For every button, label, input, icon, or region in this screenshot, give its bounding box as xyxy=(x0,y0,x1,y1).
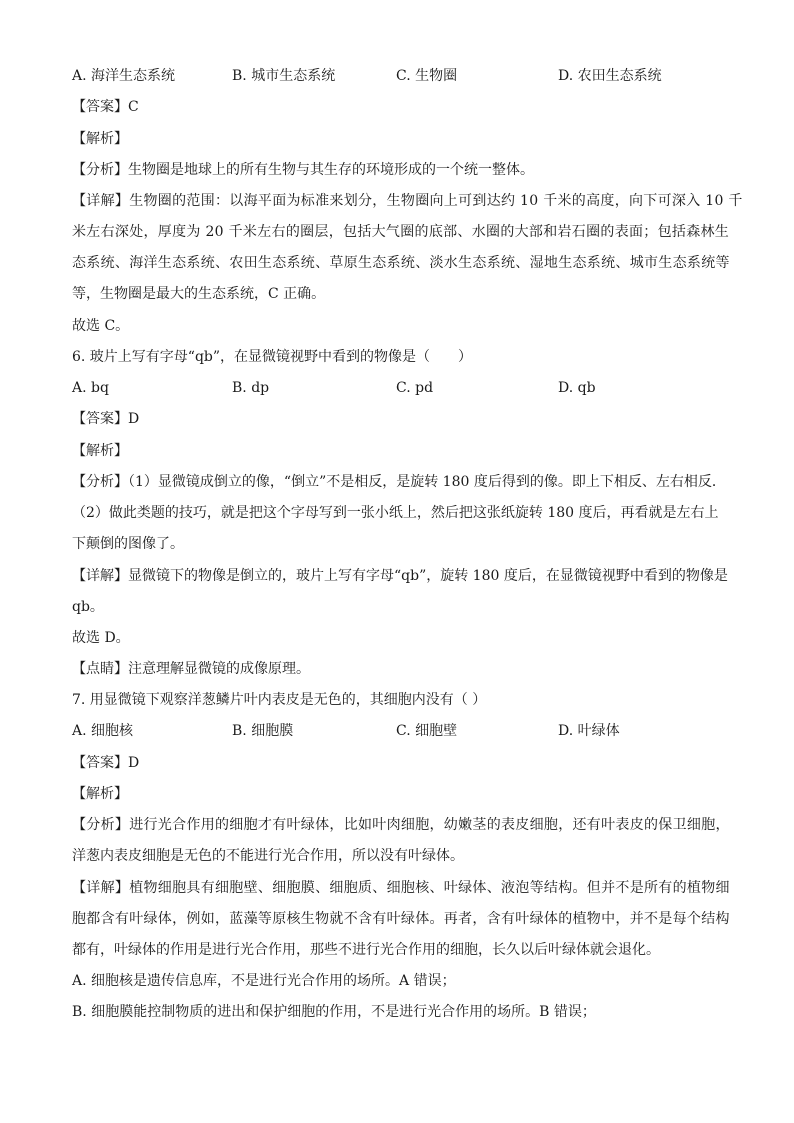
q6-question: 6. 玻片上写有字母“qb”，在显微镜视野中看到的物像是（ ） xyxy=(72,349,473,365)
q6-option-a: A. bq xyxy=(72,380,109,396)
q6-analysis-header: 【解析】 xyxy=(72,443,128,459)
q6-answer: 【答案】D xyxy=(72,411,140,427)
q6-conclusion: 故选 D。 xyxy=(72,630,130,646)
q7-options xyxy=(72,721,732,741)
q5-fenxi: 【分析】生物圈是地球上的所有生物与其生存的环境形成的一个统一整体。 xyxy=(72,162,534,178)
q6-xiangjie-line-1: 【详解】显微镜下的物像是倒立的，玻片上写有字母“qb”，旋转 180 度后，在显微镜视野中看到的物像是 xyxy=(72,568,728,584)
q6-fenxi-line-2: （2）做此类题的技巧，就是把这个字母写到一张小纸上，然后把这张纸旋转 180 度后，再看就是左右上 xyxy=(72,505,719,521)
q7-option-d: D. 叶绿体 xyxy=(558,723,620,739)
q5-option-d: D. 农田生态系统 xyxy=(558,68,662,84)
q5-options xyxy=(72,66,732,86)
q6-option-b: B. dp xyxy=(232,380,270,396)
q7-item-b: B. 细胞膜能控制物质的进出和保护细胞的作用，不是进行光合作用的场所。B 错误； xyxy=(72,1004,596,1020)
q5-answer: 【答案】C xyxy=(72,99,139,115)
q7-question: 7. 用显微镜下观察洋葱鳞片叶内表皮是无色的，其细胞内没有（ ） xyxy=(72,692,487,708)
q7-answer: 【答案】D xyxy=(72,755,140,771)
q6-options xyxy=(72,378,732,398)
q6-fenxi-line-3: 下颠倒的图像了。 xyxy=(72,536,184,552)
q7-xiangjie-line-1: 【详解】植物细胞具有细胞壁、细胞膜、细胞质、细胞核、叶绿体、液泡等结构。但并不是所有的植物细 xyxy=(72,880,730,896)
q7-option-c: C. 细胞壁 xyxy=(396,723,458,739)
q6-option-c: C. pd xyxy=(396,380,434,396)
q7-analysis-header: 【解析】 xyxy=(72,786,128,802)
q6-option-d: D. qb xyxy=(558,380,596,396)
q5-option-b: B. 城市生态系统 xyxy=(232,68,336,84)
q5-xiangjie-line-2: 米左右深处，厚度为 20 千米左右的圈层，包括大气圈的底部、水圈的大部和岩石圈的表面；包括森林生 xyxy=(72,224,730,240)
q6-dianjing: 【点睛】注意理解显微镜的成像原理。 xyxy=(72,661,310,677)
q7-xiangjie-line-3: 都有，叶绿体的作用是进行光合作用，那些不进行光合作用的细胞，长久以后叶绿体就会退化。 xyxy=(72,942,660,958)
q7-xiangjie-line-2: 胞都含有叶绿体，例如，蓝藻等原核生物就不含有叶绿体。再者，含有叶绿体的植物中，并不是每个结构 xyxy=(72,911,730,927)
q5-xiangjie-line-1: 【详解】生物圈的范围：以海平面为标准来划分，生物圈向上可到达约 10 千米的高度，向下可深入 10 千 xyxy=(72,193,743,209)
q5-xiangjie-line-4: 等，生物圈是最大的生态系统，C 正确。 xyxy=(72,286,326,302)
q5-xiangjie-line-3: 态系统、海洋生态系统、农田生态系统、草原生态系统、淡水生态系统、湿地生态系统、城市生态系统等 xyxy=(72,255,730,271)
q6-fenxi-line-1: 【分析】（1）显微镜成倒立的像，“倒立”不是相反，是旋转 180 度后得到的像。即上下相反、左右相反． xyxy=(72,474,726,490)
q7-fenxi-line-2: 洋葱内表皮细胞是无色的不能进行光合作用，所以没有叶绿体。 xyxy=(72,848,464,864)
q7-option-a: A. 细胞核 xyxy=(72,723,134,739)
q7-option-b: B. 细胞膜 xyxy=(232,723,294,739)
q7-fenxi-line-1: 【分析】进行光合作用的细胞才有叶绿体，比如叶肉细胞，幼嫩茎的表皮细胞，还有叶表皮的保卫细胞， xyxy=(72,817,730,833)
q7-item-a: A. 细胞核是遗传信息库，不是进行光合作用的场所。A 错误； xyxy=(72,973,456,989)
q5-option-a: A. 海洋生态系统 xyxy=(72,68,176,84)
q5-conclusion: 故选 C。 xyxy=(72,318,130,334)
q6-xiangjie-line-2: qb。 xyxy=(72,599,104,615)
q5-option-c: C. 生物圈 xyxy=(396,68,458,84)
q5-analysis-header: 【解析】 xyxy=(72,131,128,147)
